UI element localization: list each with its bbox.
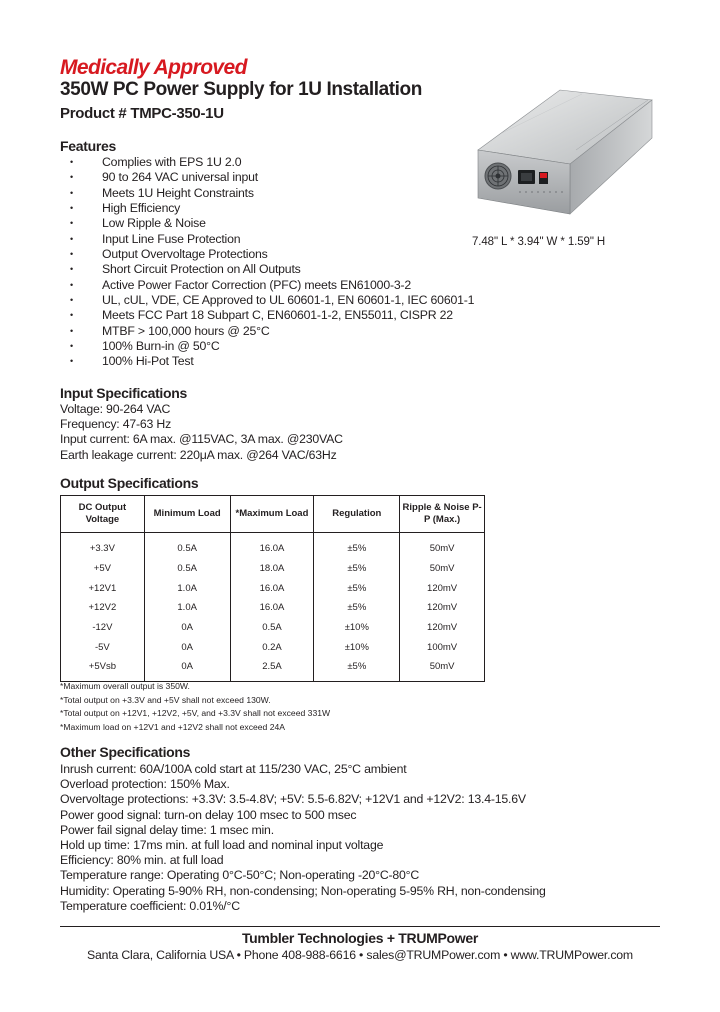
spec-line: Inrush current: 60A/100A cold start at 115/230 VAC, 25°C ambient bbox=[60, 762, 407, 776]
cell-min-load: 0A bbox=[144, 618, 230, 638]
cell-min-load: 1.0A bbox=[144, 598, 230, 618]
page-title: 350W PC Power Supply for 1U Installation bbox=[60, 79, 422, 100]
output-specs-table bbox=[60, 495, 485, 682]
cell-ripple: 100mV bbox=[400, 637, 485, 657]
cell-max-load: 0.5A bbox=[230, 618, 314, 638]
table-row bbox=[61, 618, 485, 638]
footnote: *Total output on +12V1, +12V2, +5V, and +3.3V shall not exceed 331W bbox=[60, 708, 331, 719]
features-heading: Features bbox=[60, 138, 116, 154]
product-number: Product # TMPC-350-1U bbox=[60, 105, 224, 122]
cell-regulation: ±5% bbox=[314, 578, 400, 598]
spec-line: Overload protection: 150% Max. bbox=[60, 777, 230, 792]
feature-item: • Meets 1U Height Constraints bbox=[70, 186, 474, 201]
cell-min-load: 0.5A bbox=[144, 533, 230, 559]
tagline: Medically Approved bbox=[60, 56, 247, 79]
cell-max-load: 18.0A bbox=[230, 559, 314, 579]
column-header: Minimum Load bbox=[144, 496, 230, 533]
feature-item: • 100% Burn-in @ 50°C bbox=[70, 339, 474, 354]
cell-ripple: 120mV bbox=[400, 618, 485, 638]
cell-voltage: -12V bbox=[61, 618, 145, 638]
cell-voltage: +12V2 bbox=[61, 598, 145, 618]
power-supply-image bbox=[472, 86, 657, 226]
cell-min-load: 0A bbox=[144, 637, 230, 657]
features-list bbox=[70, 155, 474, 370]
spec-line: Power fail signal delay time: 1 msec min. bbox=[60, 822, 274, 837]
other-specs-heading: Other Specifications bbox=[60, 744, 191, 760]
cell-max-load: 16.0A bbox=[230, 533, 314, 559]
cell-regulation: ±10% bbox=[314, 618, 400, 638]
cell-ripple: 50mV bbox=[400, 533, 485, 559]
cell-max-load: 0.2A bbox=[230, 637, 314, 657]
input-specs-heading: Input Specifications bbox=[60, 385, 188, 401]
other-specs bbox=[60, 762, 546, 914]
feature-item: • Input Line Fuse Protection bbox=[70, 232, 474, 247]
cell-voltage: +5Vsb bbox=[61, 657, 145, 681]
cell-voltage: +3.3V bbox=[61, 533, 145, 559]
cell-max-load: 16.0A bbox=[230, 598, 314, 618]
table-header-row bbox=[61, 496, 485, 533]
table-row bbox=[61, 637, 485, 657]
cell-regulation: ±5% bbox=[314, 598, 400, 618]
cell-regulation: ±5% bbox=[314, 657, 400, 681]
spec-line: Humidity: Operating 5-90% RH, non-condensing; Non-operating 5-95% RH, non-condensing bbox=[60, 883, 546, 898]
contact-info: Santa Clara, California USA • Phone 408-988-6616 • sales@TRUMPower.com • www.TRUMPower.com bbox=[87, 948, 633, 962]
cell-regulation: ±10% bbox=[314, 637, 400, 657]
feature-item: • High Efficiency bbox=[70, 201, 474, 216]
cell-min-load: 1.0A bbox=[144, 578, 230, 598]
spec-line: Temperature coefficient: 0.01%/°C bbox=[60, 898, 240, 913]
cell-voltage: +5V bbox=[61, 559, 145, 579]
feature-item: • Complies with EPS 1U 2.0 bbox=[70, 155, 474, 170]
feature-item: • UL, cUL, VDE, CE Approved to UL 60601-1, EN 60601-1, IEC 60601-1 bbox=[70, 293, 474, 308]
cell-ripple: 120mV bbox=[400, 578, 485, 598]
feature-item: • MTBF > 100,000 hours @ 25°C bbox=[70, 324, 474, 339]
spec-line: Voltage: 90-264 VAC bbox=[60, 402, 171, 416]
table-row bbox=[61, 598, 485, 618]
spec-line: Temperature range: Operating 0°C-50°C; Non-operating -20°C-80°C bbox=[60, 868, 420, 883]
spec-line: Input current: 6A max. @115VAC, 3A max. @230VAC bbox=[60, 432, 343, 447]
column-header: Regulation bbox=[314, 496, 400, 533]
table-row bbox=[61, 559, 485, 579]
column-header: *Maximum Load bbox=[230, 496, 314, 533]
spec-line: Earth leakage current: 220μA max. @264 VAC/63Hz bbox=[60, 447, 337, 462]
feature-item: • 90 to 264 VAC universal input bbox=[70, 170, 474, 185]
company-name: Tumbler Technologies + TRUMPower bbox=[241, 930, 479, 946]
footnote: *Maximum load on +12V1 and +12V2 shall not exceed 24A bbox=[60, 722, 286, 733]
cell-voltage: -5V bbox=[61, 637, 145, 657]
input-specs bbox=[60, 402, 343, 463]
feature-item: • Active Power Factor Correction (PFC) meets EN61000-3-2 bbox=[70, 278, 474, 293]
feature-item: • Meets FCC Part 18 Subpart C, EN60601-1-2, EN55011, CISPR 22 bbox=[70, 308, 474, 323]
spec-line: Overvoltage protections: +3.3V: 3.5-4.8V; +5V: 5.5-6.82V; +12V1 and +12V2: 13.4-15.6V bbox=[60, 792, 526, 807]
cell-max-load: 16.0A bbox=[230, 578, 314, 598]
column-header: DC Output Voltage bbox=[61, 496, 145, 533]
cell-ripple: 50mV bbox=[400, 657, 485, 681]
table-row bbox=[61, 533, 485, 559]
output-notes bbox=[60, 680, 330, 735]
spec-line: Hold up time: 17ms min. at full load and nominal input voltage bbox=[60, 838, 384, 853]
footnote: *Maximum overall output is 350W. bbox=[60, 681, 190, 691]
cell-ripple: 120mV bbox=[400, 598, 485, 618]
dimensions-caption: 7.48" L * 3.94" W * 1.59" H bbox=[472, 236, 606, 248]
feature-item: • Low Ripple & Noise bbox=[70, 216, 474, 231]
spec-line: Power good signal: turn-on delay 100 msec to 500 msec bbox=[60, 807, 357, 822]
feature-item: • Short Circuit Protection on All Outputs bbox=[70, 262, 474, 277]
cell-min-load: 0A bbox=[144, 657, 230, 681]
footer-divider bbox=[60, 926, 660, 927]
cell-min-load: 0.5A bbox=[144, 559, 230, 579]
feature-item: • Output Overvoltage Protections bbox=[70, 247, 474, 262]
spec-line: Frequency: 47-63 Hz bbox=[60, 417, 172, 432]
column-header: Ripple & Noise P-P (Max.) bbox=[400, 496, 485, 533]
spec-line: Efficiency: 80% min. at full load bbox=[60, 853, 224, 868]
output-specs-heading: Output Specifications bbox=[60, 475, 199, 491]
cell-regulation: ±5% bbox=[314, 559, 400, 579]
footnote: *Total output on +3.3V and +5V shall not exceed 130W. bbox=[60, 694, 271, 705]
table-row bbox=[61, 657, 485, 681]
feature-item: • 100% Hi-Pot Test bbox=[70, 354, 474, 369]
cell-ripple: 50mV bbox=[400, 559, 485, 579]
cell-regulation: ±5% bbox=[314, 533, 400, 559]
table-row bbox=[61, 578, 485, 598]
cell-voltage: +12V1 bbox=[61, 578, 145, 598]
cell-max-load: 2.5A bbox=[230, 657, 314, 681]
